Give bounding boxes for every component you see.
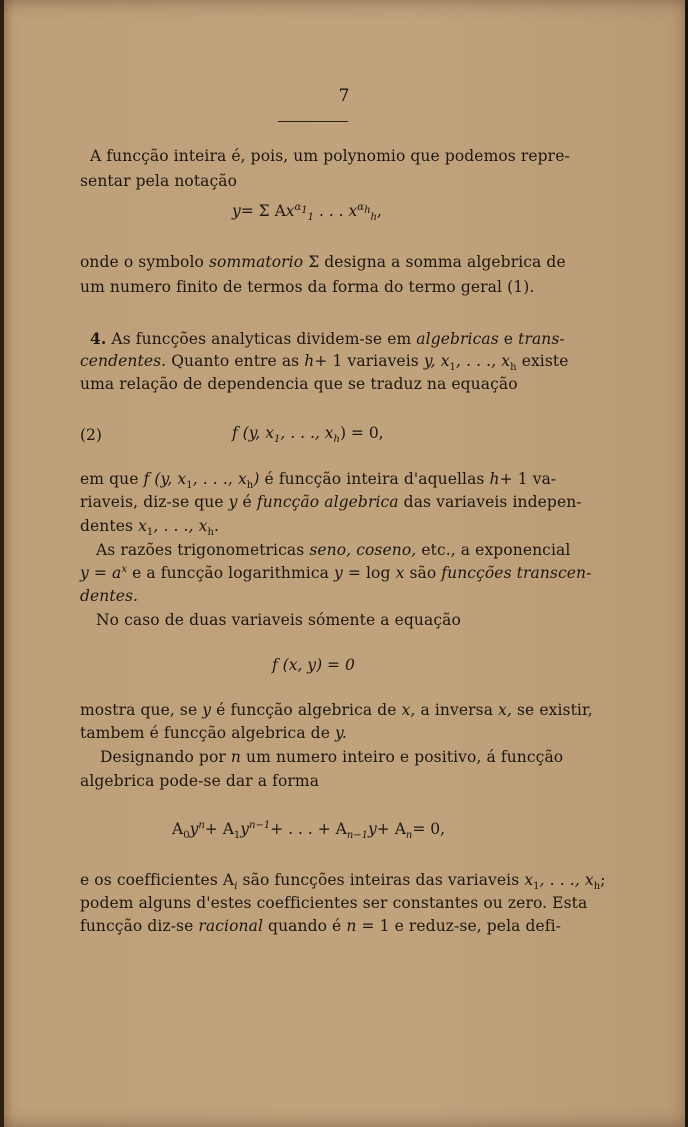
equation-2-label: (2) (80, 426, 102, 444)
text-line: em que f (y, $x_1$, . . ., $x_h$) é funcção inteira d'aquellas h+ 1 va- (80, 470, 557, 492)
text-line: e os coefficientes $A_i$ são funcções inteiras das variaveis $x_1$, . . ., $x_h$; (80, 871, 606, 893)
text-line: tambem é funcção algebrica de y. (80, 724, 347, 742)
text-line: um numero finito de termos da forma do termo geral (1). (80, 278, 535, 296)
page-number: 7 (338, 86, 350, 106)
text-line: mostra que, se y é funcção algebrica de x, a inversa x, se existir, (80, 701, 593, 719)
text-line: $y = a^x$ e a funcção logarithmica y = log x são funcções transcen- (80, 563, 592, 582)
equation-4: $A_0y^n+ A_1y^{n-1}+$ . . . + $A_{n-1}y+ A_n= 0$, (172, 819, 446, 842)
text-line: podem alguns d'estes coefficientes ser constantes ou zero. Esta (80, 894, 588, 912)
text-line: sentar pela notação (80, 172, 238, 190)
page-edge-left (0, 0, 4, 1127)
text-line: riaveis, diz-se que y é funcção algebrica das variaveis indepen- (80, 493, 582, 511)
text-line: algebrica pode-se dar a forma (80, 772, 320, 790)
text-line: funcção diz-se racional quando é n = 1 e reduz-se, pela defi- (80, 917, 562, 935)
section-4-heading: 4. As funcções analyticas dividem-se em algebricas e trans- (90, 329, 565, 348)
text-line: dentes $x_1$, . . ., $x_h$. (80, 517, 220, 539)
equation-1: y= Σ $Ax^{\alpha_1}_1$ . . . $x^{\alpha_h}_h$, (232, 201, 382, 224)
text-line: dentes. (80, 587, 139, 605)
text-line: No caso de duas variaveis sómente a equação (96, 611, 461, 629)
text-line: As razões trigonometricas seno, coseno, etc., a exponencial (96, 541, 571, 559)
text-line: cendentes. Quanto entre as h+ 1 variaveis y, $x_1$, . . ., $x_h$ existe (80, 352, 569, 374)
equation-3: f (x, y) = 0 (272, 656, 355, 674)
page-number-rule (278, 121, 348, 122)
text-line: Designando por n um numero inteiro e positivo, á funcção (100, 748, 564, 766)
text-line: uma relação de dependencia que se traduz na equação (80, 375, 518, 393)
text-line: onde o symbolo sommatorio Σ designa a somma algebrica de (80, 253, 566, 271)
equation-2: f (y, $x_1$, . . ., $x_h) = 0$, (232, 424, 384, 446)
text-line: A funcção inteira é, pois, um polynomio que podemos repre- (90, 147, 570, 165)
